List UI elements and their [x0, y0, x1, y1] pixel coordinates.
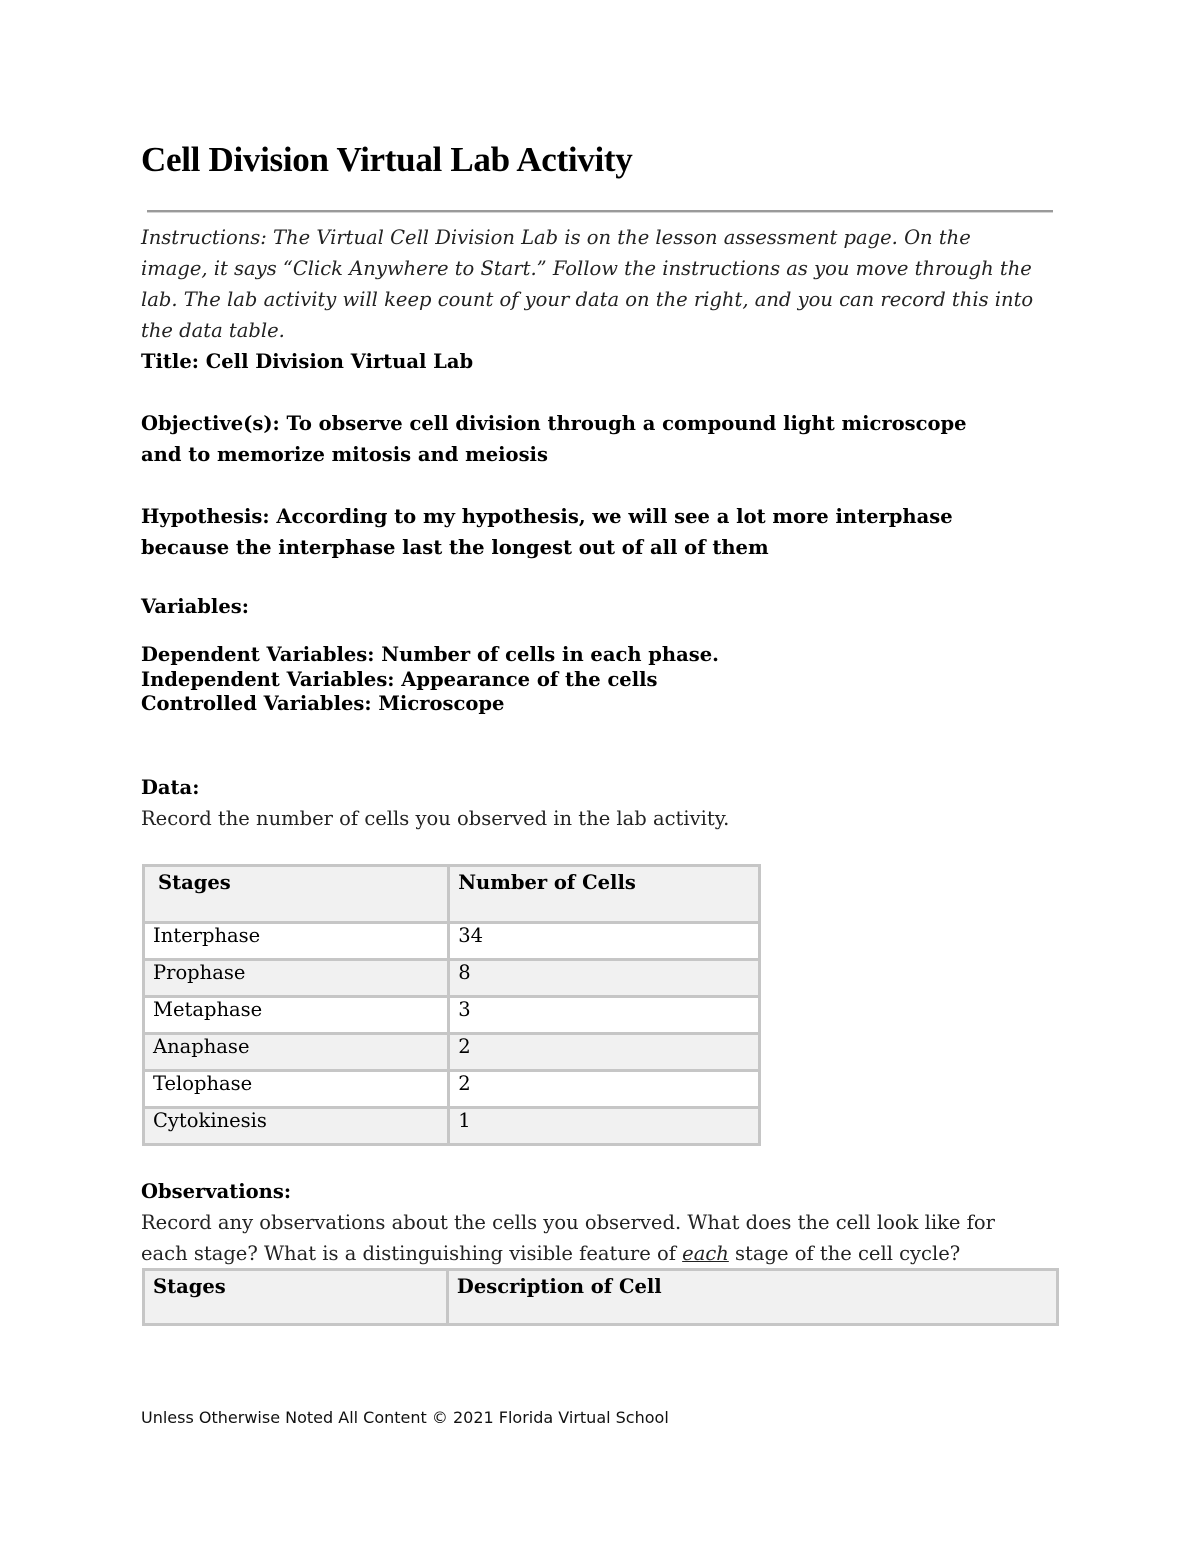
- data-table-header-row: [144, 866, 760, 923]
- objective-value: To observe cell division through a compound light microscope and to memorize mitosis and meiosis: [141, 412, 967, 466]
- table-row: [144, 1108, 760, 1145]
- title-line: [141, 346, 473, 377]
- variables-heading: Variables:: [141, 595, 249, 618]
- title-label: Title:: [141, 350, 199, 373]
- document-title: Cell Division Virtual Lab Activity: [141, 140, 633, 179]
- observations-instruction-emphasis: each: [682, 1242, 729, 1265]
- observations-heading: Observations:: [141, 1180, 292, 1203]
- stage-cell: Telophase: [144, 1071, 449, 1108]
- obs-header-description: Description of Cell: [447, 1270, 1057, 1325]
- count-cell: 3: [449, 997, 760, 1034]
- hypothesis-value: According to my hypothesis, we will see a lot more interphase because the interphase last the longest out of all of them: [141, 505, 953, 559]
- independent-variable: Independent Variables: Appearance of the cells: [141, 667, 658, 691]
- observations-table: [142, 1268, 1059, 1326]
- stage-cell: Anaphase: [144, 1034, 449, 1071]
- hypothesis-paragraph: [141, 501, 1021, 563]
- stage-cell: Prophase: [144, 960, 449, 997]
- stage-cell: Interphase: [144, 923, 449, 960]
- table-row: [144, 1071, 760, 1108]
- instructions-paragraph: Instructions: The Virtual Cell Division Lab is on the lesson assessment page. On the image, it says “Click Anywhere to Start.” Follow the instructions as you move through the lab. The lab activity will keep count of your data on the right, and you can record this into the data table.: [141, 226, 1034, 342]
- count-cell: 2: [449, 1034, 760, 1071]
- stage-cell: Cytokinesis: [144, 1108, 449, 1145]
- title-divider: [147, 210, 1053, 213]
- observations-instruction: [141, 1207, 1041, 1269]
- observations-instruction-start: Record any observations about the cells you observed. What does the cell look like for each stage? What is a distinguishing visible feature of: [141, 1211, 995, 1265]
- observations-table-header-row: [144, 1270, 1058, 1325]
- table-row: [144, 923, 760, 960]
- objective-label: Objective(s):: [141, 412, 280, 435]
- table-row: [144, 997, 760, 1034]
- variables-list: [141, 643, 719, 717]
- table-row: [144, 1034, 760, 1071]
- objective-paragraph: [141, 408, 1001, 470]
- stage-cell: Metaphase: [144, 997, 449, 1034]
- count-cell: 34: [449, 923, 760, 960]
- observations-instruction-end: stage of the cell cycle?: [728, 1242, 961, 1265]
- copyright-footer: Unless Otherwise Noted All Content © 2021 Florida Virtual School: [141, 1408, 669, 1427]
- header-stages: Stages: [144, 866, 449, 923]
- data-heading: Data:: [141, 776, 200, 799]
- count-cell: 2: [449, 1071, 760, 1108]
- obs-header-stages: Stages: [144, 1270, 448, 1325]
- data-instruction: Record the number of cells you observed in the lab activity.: [141, 807, 730, 830]
- controlled-variable: Controlled Variables: Microscope: [141, 692, 505, 715]
- table-row: [144, 960, 760, 997]
- count-cell: 8: [449, 960, 760, 997]
- header-number-of-cells: Number of Cells: [449, 866, 760, 923]
- count-cell: 1: [449, 1108, 760, 1145]
- title-value: Cell Division Virtual Lab: [205, 350, 474, 373]
- data-table: [142, 864, 761, 1146]
- dependent-variable: Dependent Variables: Number of cells in each phase.: [141, 643, 719, 666]
- hypothesis-label: Hypothesis:: [141, 505, 270, 528]
